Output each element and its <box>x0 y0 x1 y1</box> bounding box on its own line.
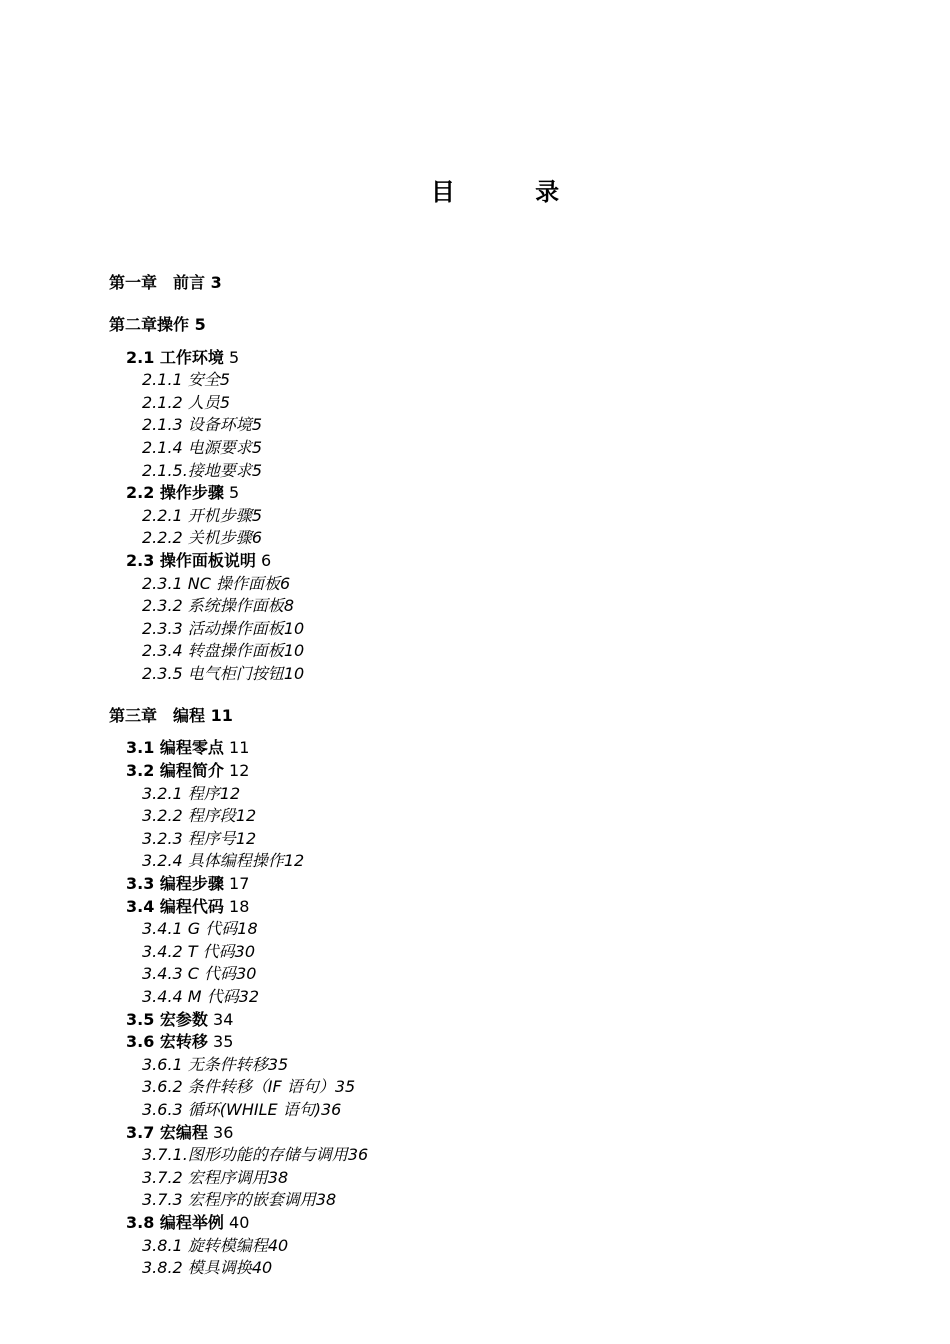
toc-entry-label: 第一章 前言 <box>109 273 206 292</box>
toc-entry-page-number: 11 <box>210 705 233 725</box>
toc-section-entry[interactable] <box>109 737 889 760</box>
toc-entry-label: 3.2.3 程序号 <box>142 828 236 848</box>
toc-subsection-entry[interactable] <box>109 850 889 873</box>
toc-entry-page-number: 40 <box>251 1258 273 1278</box>
toc-section-entry[interactable] <box>109 347 889 370</box>
toc-entry-label: 3.7 宏编程 <box>126 1122 208 1142</box>
toc-subsection-entry[interactable] <box>109 1144 889 1167</box>
toc-entry-page-number: 18 <box>237 919 258 939</box>
toc-entry-page-number: 3 <box>210 273 222 292</box>
toc-entry-page-number: 35 <box>334 1077 356 1097</box>
toc-section-entry[interactable] <box>109 760 889 783</box>
toc-entry-label: 第三章 编程 <box>109 705 206 725</box>
toc-entry-page-number: 12 <box>219 783 241 803</box>
toc-section-entry[interactable] <box>109 482 889 505</box>
toc-subsection-entry[interactable] <box>109 392 889 415</box>
toc-section-entry[interactable] <box>109 1212 889 1235</box>
toc-entry-page-number: 10 <box>283 663 305 683</box>
toc-entry-label: 2.3.4 转盘操作面板 <box>142 641 284 661</box>
toc-entry-label: 3.4.3 C 代码 <box>142 964 237 984</box>
toc-entry-page-number: 30 <box>234 941 256 961</box>
toc-subsection-entry[interactable] <box>109 828 889 851</box>
toc-entry-label: 2.2 操作步骤 <box>126 483 224 503</box>
toc-entry-page-number: 12 <box>235 806 257 826</box>
toc-entry-label: 3.2.4 具体编程操作 <box>142 851 284 871</box>
toc-chapter-entry[interactable] <box>109 705 889 728</box>
toc-subsection-entry[interactable] <box>109 505 889 528</box>
toc-subsection-entry[interactable] <box>109 1189 889 1212</box>
toc-entry-page-number: 5 <box>251 437 262 457</box>
toc-subsection-entry[interactable] <box>109 640 889 663</box>
toc-title: 目 录 <box>430 178 596 206</box>
toc-entry-page-number: 12 <box>283 851 305 871</box>
toc-entry-label: 3.4.2 T 代码 <box>142 941 235 961</box>
toc-entry-label: 2.1 工作环境 <box>126 347 224 367</box>
toc-entry-label: 2.2.2 关机步骤 <box>142 528 252 548</box>
toc-entry-page-number: 11 <box>229 738 250 758</box>
toc-entry-page-number: 35 <box>267 1054 289 1074</box>
toc-entry-label: 3.5 宏参数 <box>126 1009 208 1029</box>
toc-subsection-entry[interactable] <box>109 527 889 550</box>
toc-subsection-entry[interactable] <box>109 595 889 618</box>
toc-subsection-entry[interactable] <box>109 369 889 392</box>
toc-section-entry[interactable] <box>109 1009 889 1032</box>
toc-entry-label: 3.7.1.图形功能的存储与调用 <box>142 1145 348 1165</box>
toc-subsection-entry[interactable] <box>109 663 889 686</box>
toc-subsection-entry[interactable] <box>109 437 889 460</box>
toc-entry-page-number: 5 <box>219 370 230 390</box>
toc-section-entry[interactable] <box>109 550 889 573</box>
toc-subsection-entry[interactable] <box>109 986 889 1009</box>
toc-section-entry[interactable] <box>109 1122 889 1145</box>
toc-entry-label: 3.8.2 模具调换 <box>142 1258 252 1278</box>
toc-entry-page-number: 8 <box>283 596 294 616</box>
toc-subsection-entry[interactable] <box>109 1235 889 1258</box>
toc-entry-label: 3.4 编程代码 <box>126 896 224 916</box>
toc-entry-label: 2.1.4 电源要求 <box>142 437 252 457</box>
toc-entry-label: 2.1.5.接地要求 <box>142 460 252 480</box>
toc-entry-label: 3.7.3 宏程序的嵌套调用 <box>142 1190 316 1210</box>
toc-chapter-entry[interactable] <box>109 314 889 337</box>
toc-chapter-entry[interactable] <box>109 272 889 295</box>
toc-entry-page-number: 5 <box>194 314 206 334</box>
toc-entry-label: 3.2.1 程序 <box>142 783 220 803</box>
toc-entry-label: 3.2.2 程序段 <box>142 806 236 826</box>
toc-entry-page-number: 5 <box>251 460 262 480</box>
toc-entry-label: 2.1.3 设备环境 <box>142 415 252 435</box>
toc-entry-label: 2.1.1 安全 <box>142 370 220 390</box>
toc-entry-page-number: 40 <box>229 1212 250 1232</box>
toc-entry-label: 2.3.1 NC 操作面板 <box>142 573 281 593</box>
toc-entry-page-number: 36 <box>320 1099 342 1119</box>
toc-subsection-entry[interactable] <box>109 460 889 483</box>
toc-entry-label: 3.1 编程零点 <box>126 738 224 758</box>
toc-subsection-entry[interactable] <box>109 1054 889 1077</box>
toc-subsection-entry[interactable] <box>109 618 889 641</box>
toc-entry-page-number: 5 <box>229 347 240 367</box>
toc-entry-page-number: 40 <box>267 1235 289 1255</box>
toc-entry-page-number: 5 <box>229 483 240 503</box>
table-of-contents <box>109 272 889 1280</box>
toc-entry-page-number: 5 <box>251 415 262 435</box>
toc-subsection-entry[interactable] <box>109 1099 889 1122</box>
toc-entry-page-number: 12 <box>229 761 250 781</box>
toc-subsection-entry[interactable] <box>109 1076 889 1099</box>
toc-subsection-entry[interactable] <box>109 941 889 964</box>
toc-section-entry[interactable] <box>109 896 889 919</box>
toc-entry-label: 3.8.1 旋转模编程 <box>142 1235 268 1255</box>
toc-entry-label: 3.8 编程举例 <box>126 1212 224 1232</box>
toc-entry-label: 2.3.3 活动操作面板 <box>142 618 284 638</box>
toc-subsection-entry[interactable] <box>109 1167 889 1190</box>
toc-entry-page-number: 34 <box>213 1009 234 1029</box>
toc-entry-page-number: 36 <box>213 1122 234 1142</box>
toc-entry-label: 3.2 编程简介 <box>126 761 224 781</box>
toc-entry-label: 2.1.2 人员 <box>142 392 220 412</box>
toc-entry-page-number: 10 <box>283 641 305 661</box>
toc-entry-page-number: 35 <box>213 1032 234 1052</box>
toc-subsection-entry[interactable] <box>109 805 889 828</box>
toc-entry-label: 3.4.4 M 代码 <box>142 987 239 1006</box>
toc-entry-label: 3.6 宏转移 <box>126 1032 208 1052</box>
toc-entry-page-number: 38 <box>315 1190 337 1210</box>
toc-entry-label: 2.3 操作面板说明 <box>126 550 256 570</box>
toc-entry-page-number: 12 <box>235 828 257 848</box>
toc-entry-page-number: 18 <box>229 896 250 916</box>
toc-subsection-entry[interactable] <box>109 918 889 941</box>
toc-entry-page-number: 5 <box>219 392 230 412</box>
toc-entry-label: 3.7.2 宏程序调用 <box>142 1167 268 1187</box>
toc-entry-label: 3.4.1 G 代码 <box>142 919 238 939</box>
toc-entry-page-number: 32 <box>238 987 260 1006</box>
toc-subsection-entry[interactable] <box>109 573 889 596</box>
toc-entry-label: 3.6.1 无条件转移 <box>142 1054 268 1074</box>
toc-subsection-entry[interactable] <box>109 1257 889 1280</box>
toc-entry-page-number: 36 <box>347 1145 369 1165</box>
toc-entry-page-number: 5 <box>251 505 262 525</box>
toc-entry-label: 2.2.1 开机步骤 <box>142 505 252 525</box>
toc-entry-page-number: 17 <box>229 874 250 894</box>
toc-entry-label: 3.6.3 循环(WHILE 语句) <box>142 1099 321 1119</box>
toc-section-entry[interactable] <box>109 1031 889 1054</box>
toc-entry-page-number: 6 <box>251 528 262 548</box>
toc-section-entry[interactable] <box>109 873 889 896</box>
toc-entry-label: 3.6.2 条件转移（IF 语句） <box>142 1077 335 1097</box>
toc-entry-page-number: 6 <box>280 573 291 593</box>
toc-subsection-entry[interactable] <box>109 414 889 437</box>
toc-entry-page-number: 30 <box>236 964 257 984</box>
toc-entry-page-number: 38 <box>267 1167 289 1187</box>
toc-entry-label: 第二章操作 <box>109 314 190 334</box>
toc-subsection-entry[interactable] <box>109 963 889 986</box>
toc-subsection-entry[interactable] <box>109 783 889 806</box>
toc-entry-page-number: 6 <box>261 550 272 570</box>
toc-entry-label: 2.3.2 系统操作面板 <box>142 596 284 616</box>
toc-entry-page-number: 10 <box>283 618 305 638</box>
toc-entry-label: 3.3 编程步骤 <box>126 874 224 894</box>
toc-entry-label: 2.3.5 电气柜门按钮 <box>142 663 284 683</box>
